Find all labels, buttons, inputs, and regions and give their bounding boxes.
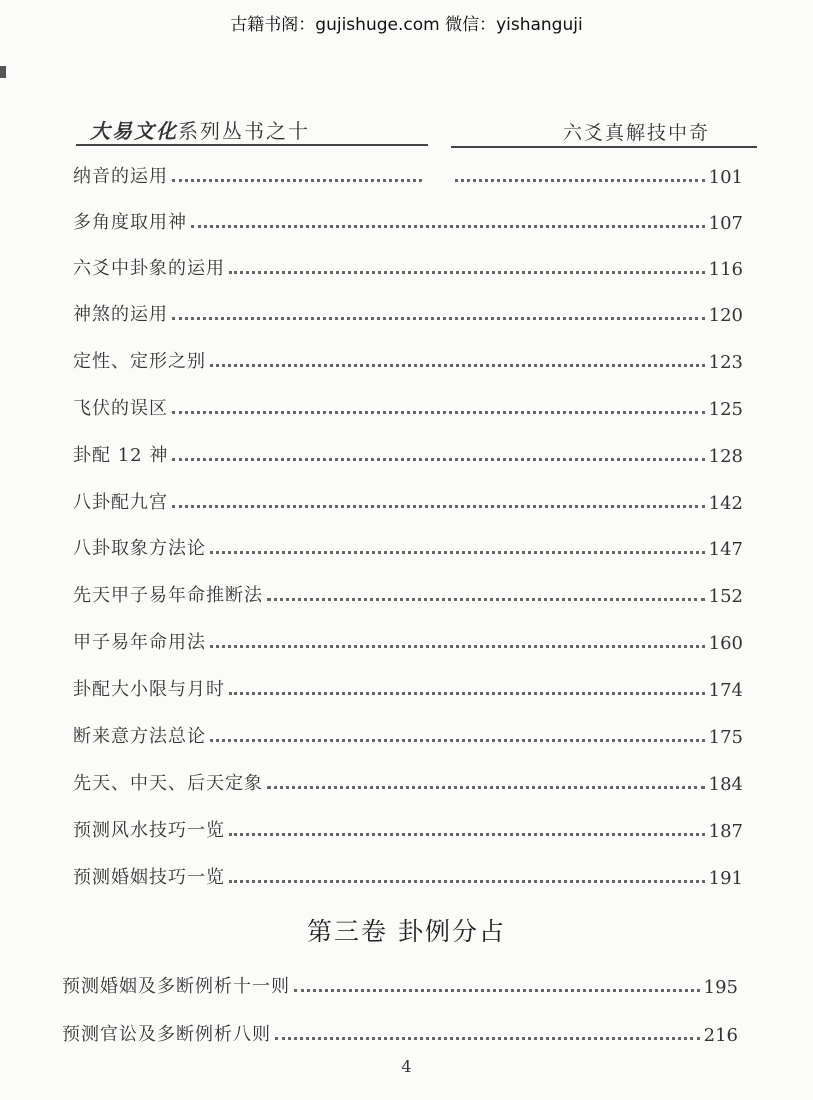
toc-entry-title: 六爻中卦象的运用	[73, 258, 225, 279]
toc-leader-dots	[210, 551, 705, 554]
toc-entry-title: 卦配大小限与月时	[73, 679, 225, 700]
toc-entry-title: 定性、定形之别	[73, 351, 206, 372]
toc-leader-dots	[191, 225, 705, 228]
toc-leader-dots	[294, 989, 700, 992]
toc-entry-page: 120	[708, 305, 743, 326]
toc-entry-page: 123	[708, 352, 743, 373]
toc-entry	[73, 158, 743, 188]
toc-entry	[73, 250, 743, 280]
toc-leader-dots	[210, 364, 705, 367]
section-heading: 第三卷 卦例分占	[307, 917, 506, 946]
toc-leader-dots	[229, 271, 705, 274]
toc-entry	[73, 812, 743, 842]
toc-entry-page: 184	[708, 774, 743, 795]
toc-leader-dots	[172, 317, 705, 320]
running-header-series	[90, 115, 310, 144]
watermark-text: 古籍书阁：gujishuge.com 微信：yishanguji	[230, 15, 583, 35]
toc-entry	[62, 968, 738, 998]
toc-entry-page: 128	[708, 446, 743, 467]
toc-entry-title: 纳音的运用	[73, 166, 168, 187]
toc-entry-page: 147	[708, 539, 743, 560]
toc-entry-page: 152	[708, 586, 743, 607]
toc-entry-title: 预测风水技巧一览	[73, 820, 225, 841]
toc-entry-page: 195	[703, 977, 738, 998]
toc-entry-title: 预测官讼及多断例析八则	[62, 1024, 271, 1045]
toc-entry-title: 先天甲子易年命推断法	[73, 585, 263, 606]
toc-entry-page: 107	[708, 213, 743, 234]
toc-entry-title: 八卦配九宫	[73, 492, 168, 513]
toc-leader-dots	[172, 505, 705, 508]
page-number: 4	[401, 1057, 412, 1076]
toc-entry	[73, 671, 743, 701]
header-rule-left	[76, 144, 428, 146]
toc-entry-title: 预测婚姻及多断例析十一则	[62, 976, 290, 997]
toc-entry-title: 八卦取象方法论	[73, 538, 206, 559]
toc-entry	[62, 1016, 738, 1046]
toc-entry-page: 116	[708, 259, 743, 280]
toc-leader-dots	[172, 411, 705, 414]
toc-entry-page: 142	[708, 493, 743, 514]
toc-entry-title: 先天、中天、后天定象	[73, 773, 263, 794]
toc-entry-title: 断来意方法总论	[73, 726, 206, 747]
toc-entry	[73, 390, 743, 420]
toc-entry-title: 多角度取用神	[73, 212, 187, 233]
series-brand: 大易文化	[90, 119, 178, 143]
toc-entry	[73, 859, 743, 889]
toc-entry-title: 预测婚姻技巧一览	[73, 867, 225, 888]
toc-leader-dots	[229, 692, 705, 695]
toc-entry-title: 神煞的运用	[73, 304, 168, 325]
toc-leader-dots	[267, 598, 705, 601]
toc-entry	[73, 577, 743, 607]
toc-entry	[73, 624, 743, 654]
toc-entry-page: 191	[708, 868, 743, 889]
toc-leader-dots	[172, 458, 704, 461]
series-subtitle: 系列丛书之十	[178, 119, 310, 143]
toc-entry	[73, 437, 743, 467]
header-column-gap	[424, 158, 452, 182]
toc-entry-page: 174	[708, 680, 743, 701]
toc-entry-title: 甲子易年命用法	[73, 632, 206, 653]
header-rule-right	[451, 146, 757, 148]
toc-entry-page: 187	[708, 821, 743, 842]
toc-entry	[73, 718, 743, 748]
toc-leader-dots	[275, 1037, 700, 1040]
toc-entry	[73, 484, 743, 514]
toc-leader-dots	[267, 786, 705, 789]
toc-entry-title: 卦配 12 神	[73, 445, 169, 466]
toc-entry	[73, 530, 743, 560]
toc-leader-dots	[229, 880, 705, 883]
toc-entry-page: 101	[708, 167, 743, 188]
running-header-book-title: 六爻真解技中奇	[563, 122, 711, 144]
toc-leader-dots	[210, 645, 705, 648]
scan-edge-mark	[0, 66, 6, 78]
toc-leader-dots	[210, 739, 705, 742]
toc-entry-title: 飞伏的误区	[73, 398, 168, 419]
toc-entry	[73, 204, 743, 234]
toc-entry-page: 125	[708, 399, 743, 420]
toc-entry	[73, 765, 743, 795]
toc-entry-page: 216	[703, 1025, 738, 1046]
toc-entry	[73, 343, 743, 373]
toc-entry	[73, 296, 743, 326]
toc-leader-dots	[229, 833, 705, 836]
toc-entry-page: 160	[708, 633, 743, 654]
toc-entry-page: 175	[708, 727, 743, 748]
